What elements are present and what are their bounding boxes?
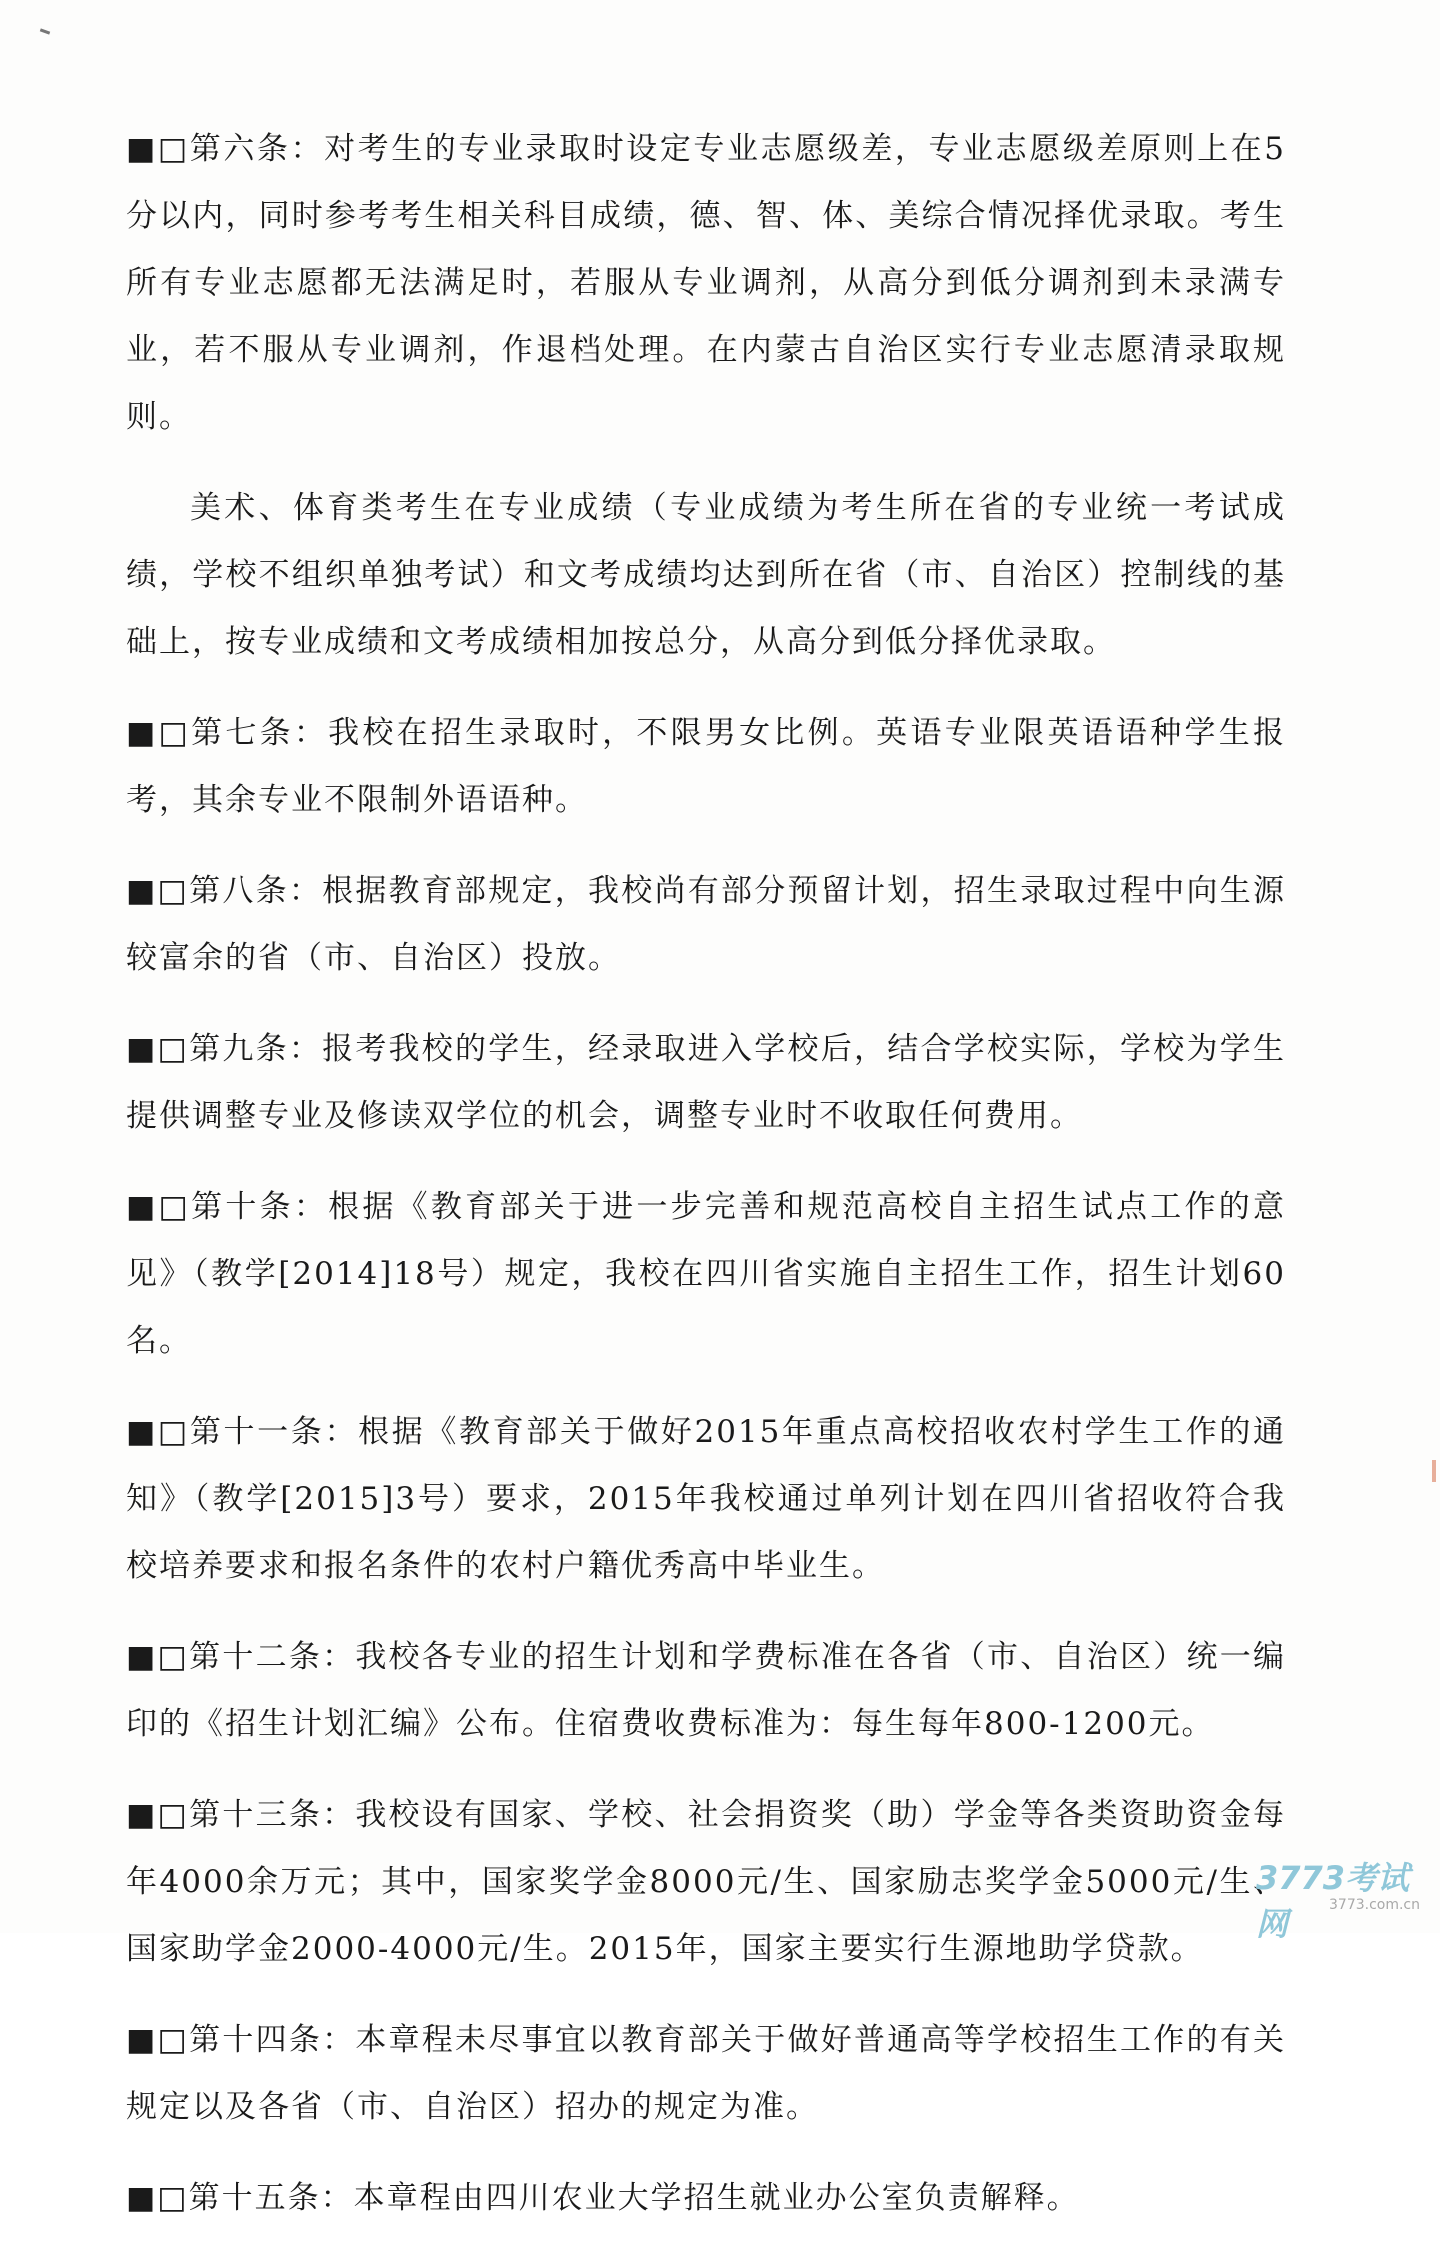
article-marker: ■□ xyxy=(126,1031,190,1067)
article-marker: ■□ xyxy=(126,2180,189,2216)
article-text: 第十四条：本章程未尽事宜以教育部关于做好普通高等学校招生工作的有关规定以及各省（市、自治区）招办的规定为准。 xyxy=(126,2022,1286,2125)
article-13 xyxy=(126,1782,1286,1983)
scan-speck xyxy=(40,28,50,34)
article-text: 美术、体育类考生在专业成绩（专业成绩为考生所在省的专业统一考试成绩，学校不组织单独考试）和文考成绩均达到所在省（市、自治区）控制线的基础上，按专业成绩和文考成绩相加按总分，从高分到低分择优录取。 xyxy=(126,490,1286,660)
article-text: 第七条：我校在招生录取时，不限男女比例。英语专业限英语语种学生报考，其余专业不限制外语语种。 xyxy=(126,715,1286,818)
article-14 xyxy=(126,2007,1286,2141)
article-text: 第六条：对考生的专业录取时设定专业志愿级差，专业志愿级差原则上在5分以内，同时参考考生相关科目成绩，德、智、体、美综合情况择优录取。考生所有专业志愿都无法满足时，若服从专业调剂，从高分到低分调剂到未录满专业，若不服从专业调剂，作退档处理。在内蒙古自治区实行专业志愿清录取规则。 xyxy=(126,131,1286,435)
article-text: 第九条：报考我校的学生，经录取进入学校后，结合学校实际，学校为学生提供调整专业及修读双学位的机会，调整专业时不收取任何费用。 xyxy=(126,1031,1286,1134)
article-marker: ■□ xyxy=(126,131,190,167)
article-9 xyxy=(126,1016,1286,1150)
article-text: 第十二条：我校各专业的招生计划和学费标准在各省（市、自治区）统一编印的《招生计划汇编》公布。住宿费收费标准为：每生每年800-1200元。 xyxy=(126,1639,1286,1742)
article-8 xyxy=(126,858,1286,992)
article-text: 第十一条：根据《教育部关于做好2015年重点高校招收农村学生工作的通知》（教学[2015]3号）要求，2015年我校通过单列计划在四川省招收符合我校培养要求和报名条件的农村户籍优秀高中毕业生。 xyxy=(126,1414,1286,1584)
article-15 xyxy=(126,2165,1286,2232)
article-6-art-sports xyxy=(126,475,1286,676)
article-text: 第十条：根据《教育部关于进一步完善和规范高校自主招生试点工作的意见》（教学[2014]18号）规定，我校在四川省实施自主招生工作，招生计划60名。 xyxy=(126,1189,1286,1359)
article-marker: ■□ xyxy=(126,1414,190,1450)
stamp-edge xyxy=(1432,1460,1436,1482)
article-text: 第十三条：我校设有国家、学校、社会捐资奖（助）学金等各类资助资金每年4000余万元；其中，国家奖学金8000元/生、国家励志奖学金5000元/生、国家助学金2000-4000元/生。2015年，国家主要实行生源地助学贷款。 xyxy=(126,1797,1286,1967)
article-12 xyxy=(126,1624,1286,1758)
article-marker: ■□ xyxy=(126,715,192,751)
article-text: 第八条：根据教育部规定，我校尚有部分预留计划，招生录取过程中向生源较富余的省（市、自治区）投放。 xyxy=(126,873,1286,976)
article-text: 第十五条：本章程由四川农业大学招生就业办公室负责解释。 xyxy=(188,2180,1080,2216)
watermark-domain: 3773.com.cn xyxy=(1329,1897,1420,1913)
article-marker: ■□ xyxy=(126,1797,190,1833)
watermark-logo: 3773考试网 xyxy=(1256,1859,1410,1943)
article-marker: ■□ xyxy=(126,2022,190,2058)
article-marker: ■□ xyxy=(126,1189,192,1225)
article-marker: ■□ xyxy=(126,873,190,909)
watermark xyxy=(1256,1853,1426,1943)
article-6 xyxy=(126,116,1286,451)
article-marker: ■□ xyxy=(126,1639,190,1675)
article-10 xyxy=(126,1174,1286,1375)
article-7 xyxy=(126,700,1286,834)
document-body xyxy=(126,116,1286,2256)
article-11 xyxy=(126,1399,1286,1600)
